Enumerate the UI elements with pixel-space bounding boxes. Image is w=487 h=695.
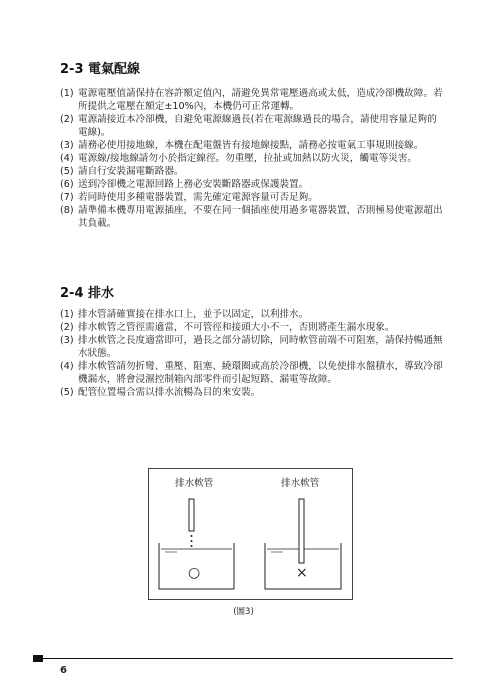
water-drop — [191, 535, 193, 537]
ok-mark: ○ — [188, 565, 201, 581]
list-item: (4) 電源線/接地線請勿小於指定線徑。勿重壓，拉扯或加熱以防火災，觸電等災害。 — [60, 153, 418, 164]
section-title-drainage: 2-4 排水 — [60, 286, 115, 301]
water-drop — [191, 540, 193, 542]
water-drop — [191, 545, 193, 547]
hose-short — [189, 499, 194, 531]
list-item: (5) 配管位置場合需以排水流暢為目的來安裝。 — [60, 387, 261, 398]
list-item: (6) 送到冷卻機之電源回路上務必安裝斷路器或保護裝置。 — [60, 179, 309, 190]
ng-mark: × — [296, 565, 308, 581]
figure-label-right: 排水軟管 — [281, 478, 320, 489]
list-item: (2) 電源請接近本冷卻機，自避免電源線過長(若在電源線過長的場合，請使用容量足夠的電線)。 — [60, 114, 437, 138]
figure-caption: (圖3) — [233, 607, 254, 617]
list-item: (5) 請自行安裝漏電斷路器。 — [60, 166, 184, 177]
footer-rule — [43, 658, 453, 659]
figure-label-left: 排水軟管 — [175, 478, 214, 489]
section-title-electrical-wiring: 2-3 電氣配線 — [60, 62, 141, 77]
list-item: (1) 電源電壓值請保持在容許額定值內，請避免異常電壓過高或太低，造成冷卻機故障。若所提供之電壓在額定±10%內，本機仍可正常運轉。 — [60, 88, 443, 112]
drain-hose-figure — [148, 468, 353, 600]
electrical-wiring-list — [60, 87, 445, 230]
list-item: (1) 排水管請確實接在排水口上，並予以固定，以利排水。 — [60, 309, 309, 320]
list-item: (7) 若同時使用多種電器裝置，需先確定電源容量可否足夠。 — [60, 192, 318, 203]
list-item: (4) 排水軟管請勿折彎、重壓、阻塞、繞環圈或高於冷卻機，以免使排水盤積水，導致冷卻機漏水，將會浸濕控制箱內部零件而引起短路、漏電等故障。 — [60, 361, 443, 385]
drain-diagram — [149, 469, 352, 599]
list-item: (3) 請務必使用接地線，本機在配電盤皆有接地線接點，請務必按電氣工事規則接線。 — [60, 140, 424, 151]
drainage-list — [60, 308, 445, 399]
hose-long — [299, 499, 304, 563]
list-item: (8) 請準備本機專用電源插座，不要在同一個插座使用過多電器裝置，否則極易使電源超出其負載。 — [60, 205, 443, 229]
page-number: 6 — [60, 665, 67, 676]
list-item: (2) 排水軟管之管徑需適當，不可管徑和接頭大小不一，否則將產生漏水現象。 — [60, 322, 395, 333]
list-item: (3) 排水軟管之長度適當即可，過長之部分請切除，同時軟管前端不可阻塞，請保持暢通無水狀態。 — [60, 335, 443, 359]
footer-marker — [33, 655, 43, 662]
